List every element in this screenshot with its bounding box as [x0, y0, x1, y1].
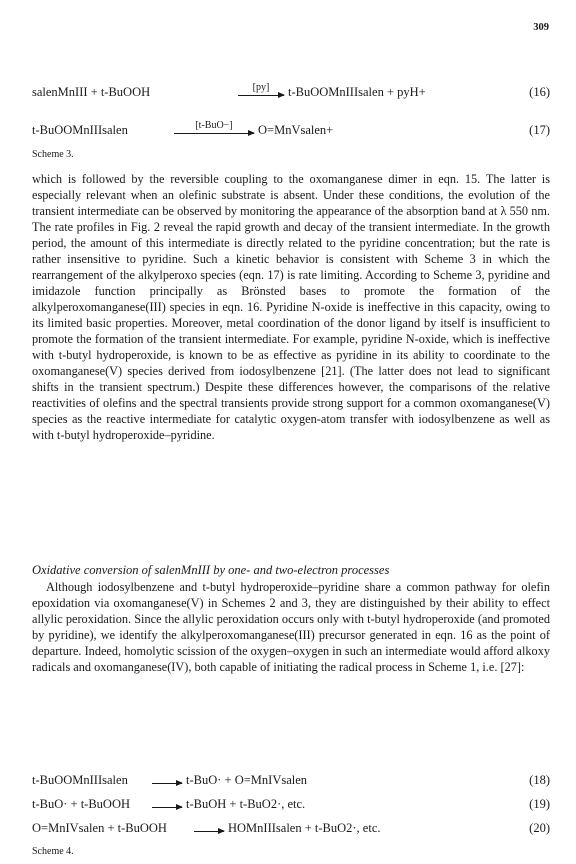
- equation-20-lhs: O=MnIVsalen + t-BuOOH: [32, 821, 167, 835]
- reaction-arrow-17: [174, 133, 254, 134]
- equation-16-number: (16): [529, 85, 550, 99]
- reaction-arrow-18: [152, 783, 182, 784]
- equation-18-rhs: t-BuO· + O=MnIVsalen: [186, 773, 308, 787]
- equation-16: [32, 80, 550, 100]
- equation-17-rhs: O=MnVsalen+: [258, 123, 334, 137]
- reaction-arrow-16: [238, 95, 284, 96]
- equation-19: [32, 792, 550, 812]
- body-paragraph-1: which is followed by the reversible coupling to the oxomanganese dimer in eqn. 15. The latter is especially relevant when an olefinic substrate is absent. Under these conditions, the evolution of the transient intermediate can be observed by monitoring the appearance of the absorption band at λ 550 nm. The rate profiles in Fig. 2 reveal the rapid growth and decay of the transient intermediate. In the growth period, the amount of this intermediate is directly related to the pyridine concentration; but the rate is rather insensitive to pyridine. Such a kinetic behavior is consistent with Scheme 3 in which the rearrangement of the alkylperoxo species (eqn. 17) is rate limiting. According to Scheme 3, pyridine and imidazole function principally as Brönsted bases to promote the formation of the alkylperoxomanganese(III) species in eqn. 16. Pyridine N-oxide is ineffective in this capacity, owing to its limited basic properties. Moreover, metal coordination of the donor ligand by itself is insufficient to promote the formation of the transient intermediate. For example, pyridine N-oxide, which is ineffective with t-butyl hydroperoxide, is known to be as effective as pyridine in its ability to coordinate to the oxomanganese(V) species derived from iodosylbenzene [21]. (The latter does not lead to significant shifts in the transient spectrum.) Despite these differences however, the comparisons of the relative reactivities of olefins and the spectral transients provide strong support for a common oxomanganese(V) species as the reactive intermediate for catalytic oxygen-atom transfer with iodosylbenzene as well as with t-butyl hydroperoxide–pyridine.: [32, 172, 550, 442]
- equation-20: [32, 816, 550, 836]
- equation-18-lhs: t-BuOOMnIIIsalen: [32, 773, 128, 787]
- equation-18-number: (18): [529, 773, 550, 787]
- scheme-3-caption: Scheme 3.: [32, 149, 74, 160]
- equation-19-lhs: t-BuO· + t-BuOOH: [32, 797, 131, 811]
- reaction-arrow-19: [152, 807, 182, 808]
- equation-17-arrow-label: [t-BuO−]: [195, 120, 233, 131]
- equation-20-rhs: HOMnIIIsalen + t-BuO2·, etc.: [228, 821, 381, 835]
- equation-17: [32, 118, 550, 138]
- equation-19-rhs: t-BuOH + t-BuO2·, etc.: [186, 797, 306, 811]
- scheme-4-caption: Scheme 4.: [32, 846, 74, 857]
- equation-18: [32, 768, 550, 788]
- equation-16-arrow-label: [py]: [252, 82, 270, 93]
- section-heading: Oxidative conversion of salenMnIII by one- and two-electron processes: [32, 563, 390, 577]
- equation-17-lhs: t-BuOOMnIIIsalen: [32, 123, 128, 137]
- page-number: 309: [533, 22, 549, 33]
- equation-19-number: (19): [529, 797, 550, 811]
- reaction-arrow-20: [194, 831, 224, 832]
- body-paragraph-2: Although iodosylbenzene and t-butyl hydroperoxide–pyridine share a common pathway for olefin epoxidation via oxomanganese(V) in Schemes 2 and 3, they are distinguished by their ability to effect allylic peroxidation. Since the allylic peroxidation occurs only with t-butyl hydroperoxide (and promoted by pyridine), we identify the alkylperoxomanganese(III) precursor generated in eqn. 16 as the point of departure. Indeed, homolytic scission of the oxygen–oxygen in such an intermediate would afford alkoxy radicals and oxomanganese(IV), both capable of initiating the radical process in Scheme 1, i.e. [27]:: [32, 580, 550, 674]
- equation-16-rhs: t-BuOOMnIIIsalen + pyH+: [288, 85, 426, 99]
- equation-17-number: (17): [529, 123, 550, 137]
- equation-20-number: (20): [529, 821, 550, 835]
- equation-16-lhs: salenMnIII + t-BuOOH: [32, 85, 151, 99]
